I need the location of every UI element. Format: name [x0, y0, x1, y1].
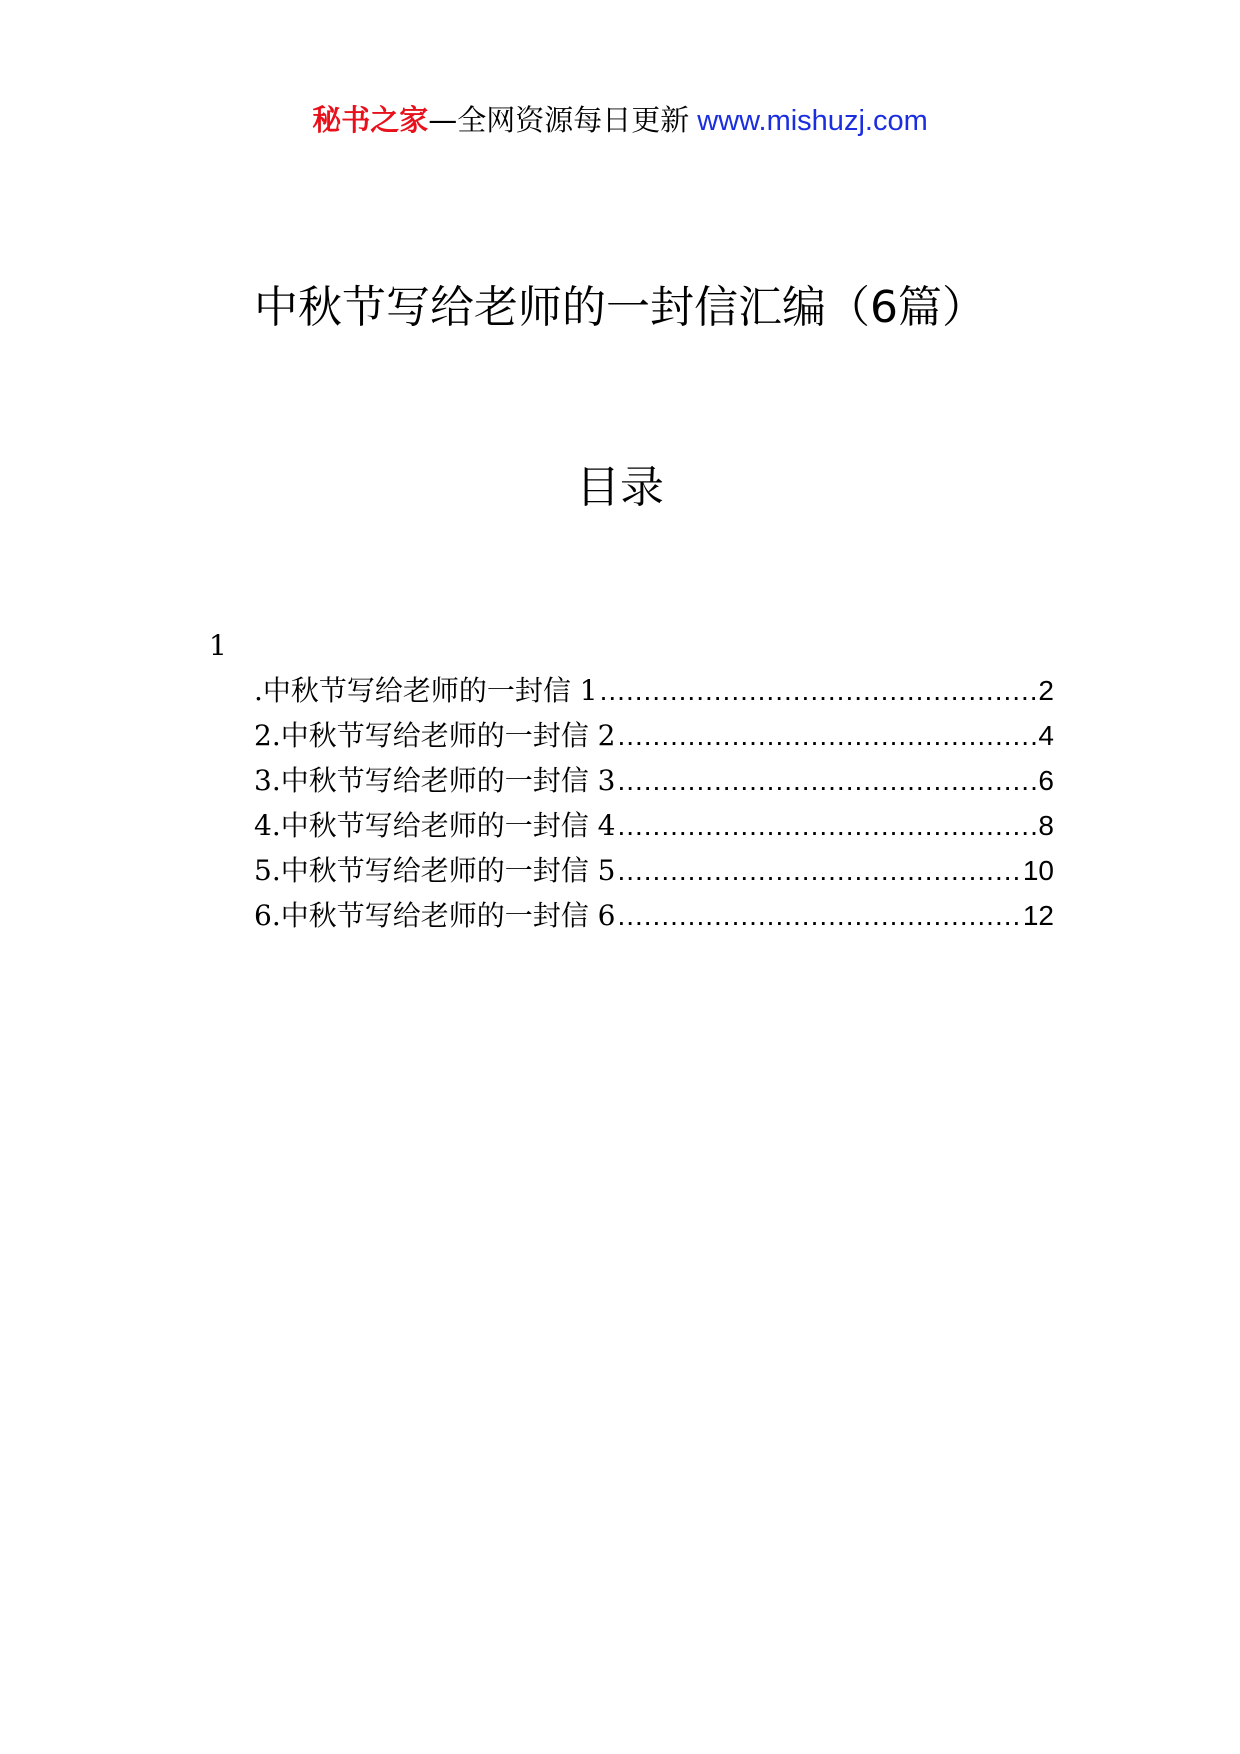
toc-dot-leader [617, 848, 1020, 893]
toc-page-number: 8 [1038, 810, 1054, 841]
toc-entry[interactable] [254, 893, 1054, 938]
toc-entry-label: .中秋节写给老师的一封信 1 [254, 674, 598, 707]
toc-entry[interactable] [254, 803, 1054, 848]
toc-entry-label: 2.中秋节写给老师的一封信 2 [254, 719, 616, 752]
toc-dot-leader [617, 803, 1036, 848]
table-of-contents [254, 668, 1054, 938]
toc-entry[interactable] [254, 713, 1054, 758]
toc-page-number: 2 [1038, 675, 1054, 706]
banner-slogan: —全网资源每日更新 [428, 103, 690, 137]
toc-entry-label: 5.中秋节写给老师的一封信 5 [254, 854, 616, 887]
toc-entry-label: 3.中秋节写给老师的一封信 3 [254, 764, 616, 797]
toc-page-number: 4 [1038, 720, 1054, 751]
toc-dot-leader [600, 668, 1037, 713]
site-url-link[interactable]: www.mishuzj.com [697, 105, 928, 137]
toc-entry-label: 6.中秋节写给老师的一封信 6 [254, 899, 616, 932]
toc-entry[interactable] [254, 758, 1054, 803]
document-title: 中秋节写给老师的一封信汇编（6篇） [254, 282, 986, 333]
toc-dot-leader [617, 713, 1036, 758]
toc-dot-leader [617, 893, 1020, 938]
toc-entry[interactable] [254, 848, 1054, 893]
toc-page-number: 12 [1022, 900, 1054, 931]
toc-page-number: 6 [1038, 765, 1054, 796]
toc-dot-leader [617, 758, 1036, 803]
site-banner [0, 100, 1240, 141]
toc-stray-number: 1 [209, 629, 227, 662]
toc-page-number: 10 [1022, 855, 1054, 886]
brand-name: 秘书之家 [312, 103, 429, 137]
toc-entry-label: 4.中秋节写给老师的一封信 4 [254, 809, 616, 842]
toc-heading: 目录 [576, 462, 664, 513]
toc-entry[interactable] [254, 668, 1054, 713]
